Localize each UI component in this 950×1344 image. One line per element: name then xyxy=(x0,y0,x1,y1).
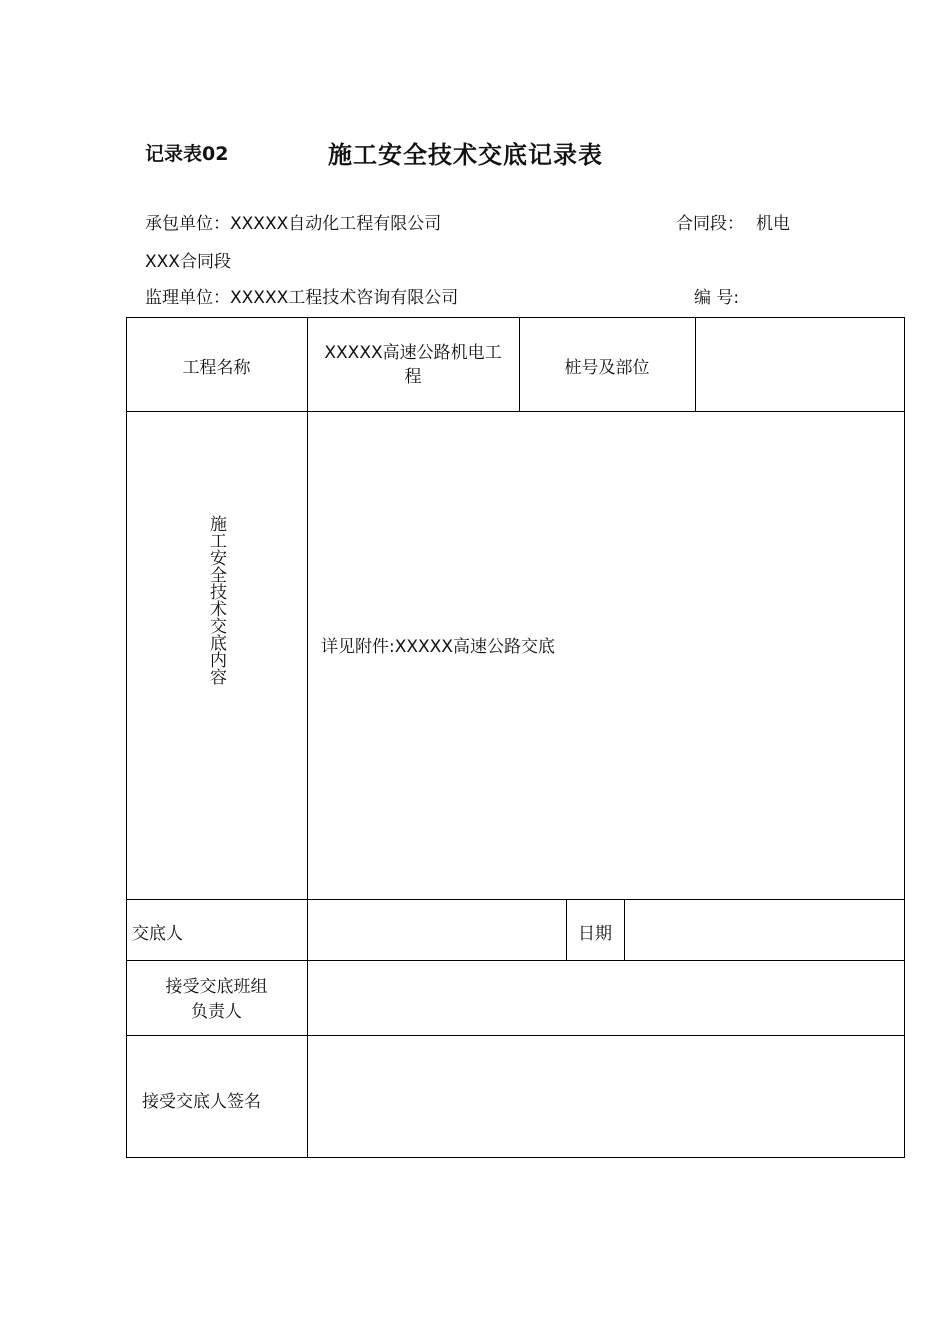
content-value: 详见附件:XXXXX高速公路交底 xyxy=(321,637,555,657)
receiver-leader-label-line1: 接受交底班组 xyxy=(165,977,268,997)
receiver-leader-label xyxy=(126,975,307,1025)
contract-section-value-continued: XXX合同段 xyxy=(145,252,231,272)
column-divider xyxy=(624,899,625,961)
project-name-value-line2: 程 xyxy=(404,367,422,387)
column-divider xyxy=(695,317,696,412)
project-name-value-line1: XXXXX高速公路机电工 xyxy=(324,343,502,363)
table-border-bottom xyxy=(126,1157,905,1158)
receiver-leader-label-line2: 负责人 xyxy=(191,1002,242,1022)
supervisor-label: 监理单位： xyxy=(145,288,230,308)
project-name-value xyxy=(307,341,519,389)
row-divider xyxy=(126,1035,905,1036)
station-label: 桩号及部位 xyxy=(564,358,650,378)
number-label: 编 号: xyxy=(694,288,740,308)
contractor-row xyxy=(145,209,441,234)
form-code: 记录表02 xyxy=(145,143,229,165)
page-title: 施工安全技术交底记录表 xyxy=(328,141,603,169)
table-border-left xyxy=(126,317,127,1158)
supervisor-value: XXXXX工程技术咨询有限公司 xyxy=(230,288,459,308)
table-border-right xyxy=(904,317,905,1158)
date-label: 日期 xyxy=(578,924,612,944)
project-name-label: 工程名称 xyxy=(182,358,251,378)
column-divider xyxy=(307,317,308,1158)
table-border-top xyxy=(126,317,905,318)
receiver-signature-label: 接受交底人签名 xyxy=(142,1092,261,1112)
supervisor-row xyxy=(145,283,458,308)
content-label: 施工安全技术交底内容 xyxy=(206,515,226,685)
contract-section-row xyxy=(676,209,790,234)
contractor-label: 承包单位： xyxy=(145,214,230,234)
contract-section-label: 合同段： xyxy=(676,214,744,234)
contract-section-value: 机电 xyxy=(756,214,790,234)
row-divider xyxy=(126,899,905,900)
record-table xyxy=(126,317,905,1158)
contractor-value: XXXXX自动化工程有限公司 xyxy=(230,214,442,234)
row-divider xyxy=(126,411,905,412)
handover-person-label: 交底人 xyxy=(132,924,183,944)
row-divider xyxy=(126,960,905,961)
